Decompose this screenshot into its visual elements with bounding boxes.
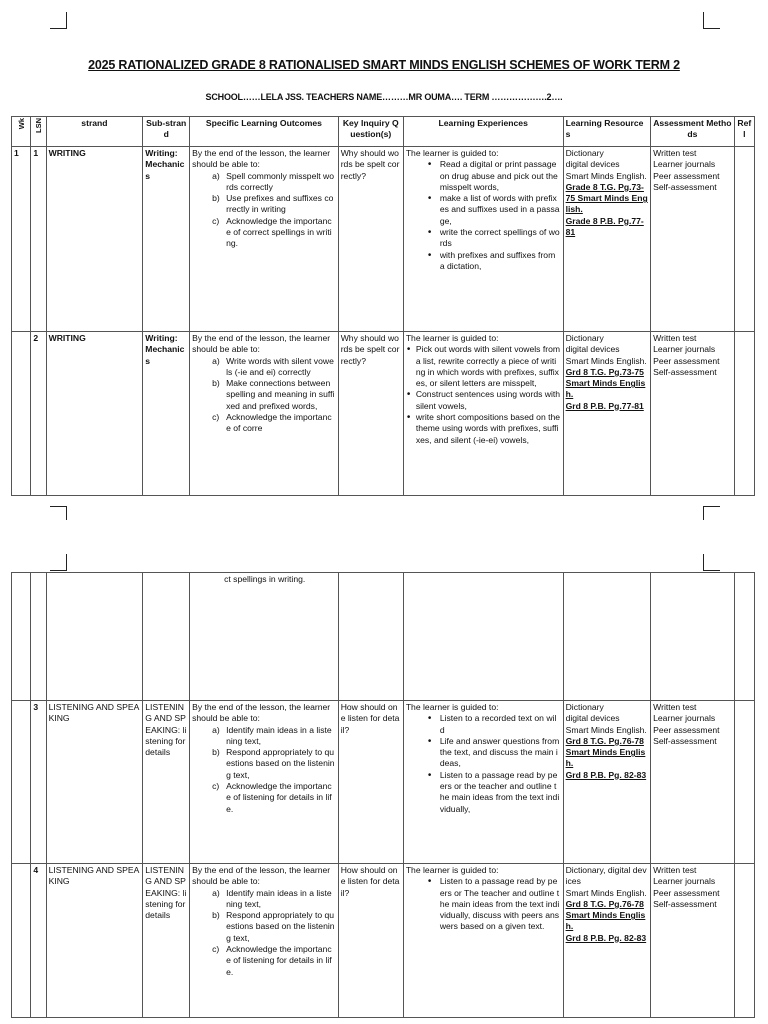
resource-item: Dictionary, digital devices: [565, 865, 647, 887]
experiences-intro: The learner is guided to:: [405, 865, 499, 875]
outcomes-intro: By the end of the lesson, the learner should be able to:: [192, 702, 331, 724]
outcome-item: a) Identify main ideas in a listening text,: [212, 887, 332, 909]
crop-mark-top-right: [703, 12, 720, 29]
outcome-item: a) Spell commonly misspelt words correctly: [212, 170, 335, 192]
assessment-item: Written test: [653, 865, 697, 875]
book-reference: Grade 8 P.B. Pg.77-81: [565, 215, 644, 238]
assessment-item: Peer assessment: [653, 355, 720, 366]
experience-item: • Life and answer questions from the text, and discuss the main ideas,: [440, 736, 561, 770]
resource-item: Dictionary: [565, 333, 604, 343]
week-cell: [12, 864, 31, 1018]
document-title: 2025 RATIONALIZED GRADE 8 RATIONALISED SMART MINDS ENGLISH SCHEMES OF WORK TERM 2: [88, 58, 680, 72]
lesson-cell: 4: [31, 864, 46, 1018]
outcome-item: c) Acknowledge the importance of listening for details in life.: [212, 781, 332, 814]
outcome-item: b) Make connections between spelling and meaning in suffixed and prefixed words,: [212, 378, 335, 411]
experience-item: • Listen to a passage read by peers or the teacher and outline the main ideas from the text individually,: [440, 770, 561, 815]
book-reference: Grd 8 T.G. Pg.73-75 Smart Minds English.: [565, 366, 646, 400]
book-reference: Grd 8 P.B. Pg. 82-83: [565, 932, 647, 943]
resource-item: Dictionary: [565, 148, 604, 158]
reflection-cell: [734, 147, 754, 332]
assessment-cell: [651, 864, 734, 1018]
outcomes-list: [192, 888, 336, 978]
resources-cell: [563, 701, 651, 864]
outcomes-list: [192, 356, 336, 435]
lesson-cell: 1: [31, 147, 46, 332]
outcome-item: b) Respond appropriately to questions based on the listening text,: [212, 910, 335, 943]
experience-item: • with prefixes and suffixes from a dictation,: [440, 250, 561, 273]
resource-item: digital devices: [565, 344, 620, 355]
experiences-intro: The learner is guided to:: [405, 148, 499, 158]
scheme-table-page-two: [11, 572, 755, 1018]
assessment-item: Learner journals: [653, 344, 716, 355]
inquiry-cell: Why should words be spelt correctly?: [338, 332, 403, 496]
resource-item: Smart Minds English.: [565, 724, 647, 735]
header-assessment: Assessment Methods: [651, 117, 734, 147]
crop-mark-top-right: [703, 554, 720, 571]
week-cell: 1: [12, 147, 31, 332]
assessment-item: Learner journals: [653, 713, 716, 724]
assessment-item: Written test: [653, 148, 697, 158]
experiences-list: [406, 876, 561, 932]
reflection-cell: [734, 701, 754, 864]
assessment-item: Self-assessment: [653, 898, 717, 909]
table-row-continuation: [12, 573, 755, 701]
week-cell: [12, 701, 31, 864]
assessment-item: Self-assessment: [653, 181, 717, 192]
assessment-item: Learner journals: [653, 876, 716, 887]
substrand-cell: Writing: Mechanics: [143, 147, 190, 332]
outcomes-cell: [190, 147, 339, 332]
book-reference: Grade 8 T.G. Pg.73-75 Smart Minds English.: [565, 181, 648, 215]
resources-cell: [563, 332, 651, 496]
substrand-cell: LISTENING AND SPEAKING: listening for details: [143, 701, 190, 864]
week-cell: [12, 332, 31, 496]
experiences-cell: [403, 864, 563, 1018]
header-lsn: LSN: [31, 117, 46, 147]
experiences-cell: [403, 332, 563, 496]
outcome-item: a) Identify main ideas in a listening text,: [212, 724, 332, 746]
substrand-cell: LISTENING AND SPEAKING: listening for details: [143, 864, 190, 1018]
assessment-item: Written test: [653, 702, 697, 712]
outcomes-cell: [190, 701, 339, 864]
header-outcomes: Specific Learning Outcomes: [190, 117, 339, 147]
experience-item: • Read a digital or print passage on drug abuse and pick out the misspelt words,: [440, 159, 561, 193]
crop-mark-top-left: [50, 12, 67, 29]
assessment-cell: [651, 701, 734, 864]
experience-item: • Listen to a recorded text on wild: [440, 713, 561, 736]
assessment-item: Self-assessment: [653, 735, 717, 746]
strand-cell: LISTENING AND SPEAKING: [46, 864, 143, 1018]
table-row: [12, 864, 755, 1018]
substrand-cell: Writing: Mechanics: [143, 332, 190, 496]
outcomes-intro: By the end of the lesson, the learner should be able to:: [192, 333, 331, 355]
document-info-line: SCHOOL……LELA JSS. TEACHERS NAME………MR OUMA…. TERM ……………….2….: [205, 92, 563, 102]
scheme-table-page-one: [11, 116, 755, 496]
resource-item: Smart Minds English.: [565, 170, 647, 181]
experiences-cell: [403, 701, 563, 864]
book-reference: Grd 8 P.B. Pg. 82-83: [565, 769, 647, 780]
outcome-item: c) Acknowledge the importance of corre: [212, 412, 332, 434]
resource-item: digital devices: [565, 713, 620, 724]
resource-item: Smart Minds English.: [565, 355, 647, 366]
reflection-cell: [734, 332, 754, 496]
inquiry-cell: Why should words be spelt correctly?: [338, 147, 403, 332]
outcome-item: c) Acknowledge the importance of listening for details in life.: [212, 944, 332, 977]
assessment-cell: [651, 147, 734, 332]
experiences-list: [406, 713, 561, 815]
outcomes-list: [192, 725, 336, 815]
header-resources: Learning Resources: [563, 117, 651, 147]
book-reference: Grd 8 T.G. Pg.76-78 Smart Minds English.: [565, 735, 646, 769]
resource-item: Smart Minds English.: [565, 887, 647, 898]
strand-cell: LISTENING AND SPEAKING: [46, 701, 143, 864]
experiences-intro: The learner is guided to:: [405, 702, 499, 712]
inquiry-cell: How should one listen for detail?: [338, 864, 403, 1018]
experiences-list: [406, 344, 561, 446]
resources-cell: [563, 147, 651, 332]
outcome-item: c) Acknowledge the importance of correct spellings in writing.: [212, 215, 332, 249]
outcomes-cell: [190, 332, 339, 496]
outcome-item: b) Use prefixes and suffixes correctly in writing: [212, 193, 334, 215]
outcomes-intro: By the end of the lesson, the learner should be able to:: [192, 148, 331, 170]
outcomes-cell: [190, 864, 339, 1018]
experience-item: • Listen to a passage read by peers or The teacher and outline the main ideas from the text individually, discuss with peers answers based on a given text.: [440, 876, 561, 932]
experience-item: • write short compositions based on the theme using words with prefixes, suffixes, and silent (-ie-ei) vowels,: [416, 412, 561, 446]
table-header-row: [12, 117, 755, 147]
outcomes-cell: [190, 573, 339, 701]
outcomes-intro: By the end of the lesson, the learner should be able to:: [192, 865, 331, 887]
strand-cell: WRITING: [46, 147, 143, 332]
assessment-item: Written test: [653, 333, 697, 343]
book-reference: Grd 8 P.B. Pg.77-81: [565, 400, 644, 411]
header-inquiry: Key Inquiry Question(s): [338, 117, 403, 147]
experience-item: • make a list of words with prefixes and suffixes used in a passage,: [440, 193, 561, 227]
header-strand: strand: [46, 117, 143, 147]
assessment-item: Learner journals: [653, 159, 716, 170]
outcome-item: b) Respond appropriately to questions based on the listening text,: [212, 747, 335, 780]
outcome-continuation: ct spellings in writing.: [224, 574, 306, 584]
crop-mark-top-left: [50, 554, 67, 571]
reflection-cell: [734, 864, 754, 1018]
header-experiences: Learning Experiences: [403, 117, 563, 147]
table-row: [12, 332, 755, 496]
page-gap: [0, 520, 768, 540]
lesson-cell: 3: [31, 701, 46, 864]
inquiry-cell: How should one listen for detail?: [338, 701, 403, 864]
experience-item: • write the correct spellings of words: [440, 227, 561, 250]
assessment-cell: [651, 332, 734, 496]
experiences-list: [406, 159, 561, 272]
outcome-item: a) Write words with silent vowels (-ie and ei) correctly: [212, 355, 334, 377]
outcomes-list: [192, 171, 336, 250]
experience-item: • Pick out words with silent vowels from a list, rewrite correctly a piece of writing in which words with prefixes, suffixes, or silent letters are misspelt,: [416, 344, 561, 389]
header-wk: Wk: [12, 117, 31, 147]
resource-item: Dictionary: [565, 702, 604, 712]
experiences-cell: [403, 147, 563, 332]
header-reflection: Refl: [734, 117, 754, 147]
experience-item: • Construct sentences using words with silent vowels,: [416, 389, 561, 412]
resource-item: digital devices: [565, 159, 620, 170]
lesson-cell: 2: [31, 332, 46, 496]
assessment-item: Self-assessment: [653, 366, 717, 377]
header-substrand: Sub-strand: [143, 117, 190, 147]
assessment-item: Peer assessment: [653, 170, 720, 181]
assessment-item: Peer assessment: [653, 724, 720, 735]
assessment-item: Peer assessment: [653, 887, 720, 898]
strand-cell: WRITING: [46, 332, 143, 496]
book-reference: Grd 8 T.G. Pg.76-78 Smart Minds English.: [565, 898, 646, 932]
table-row: [12, 701, 755, 864]
experiences-intro: The learner is guided to:: [405, 333, 499, 343]
table-row: [12, 147, 755, 332]
resources-cell: [563, 864, 651, 1018]
